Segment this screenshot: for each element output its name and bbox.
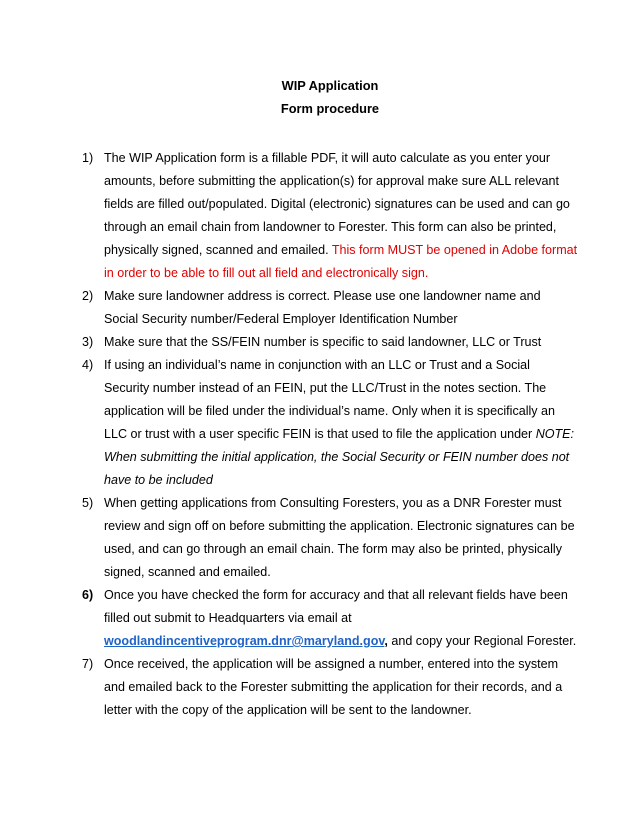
step-text: Make sure that the SS/FEIN number is specific to said landowner, LLC or Trust: [104, 335, 542, 349]
step-number: 7): [82, 657, 94, 671]
step-text: Once received, the application will be assigned a number, entered into the system and emailed back to the Forester submitting the application for their records, and a letter with the copy of the application will be sent to the landowner.: [104, 657, 563, 717]
step-7: [82, 653, 578, 722]
step-6: [82, 584, 578, 653]
step-5: [82, 492, 578, 584]
step-text: The WIP Application form is a fillable PDF, it will auto calculate as you enter your amounts, before submitting the application(s) for approval make sure ALL relevant fields are filled out/populated. Digital (electronic) signatures can be used and can go through an email chain from landowner to Forester. This form can also be printed, physically signed, scanned and emailed.: [104, 151, 570, 257]
step-1: [82, 147, 578, 285]
step-text: Once you have checked the form for accuracy and that all relevant fields have been filled out submit to Headquarters via email at: [104, 588, 568, 625]
procedure-steps: [82, 147, 578, 722]
step-warning-text: This form MUST be opened in Adobe format in order to be able to fill out all field and electronically sign.: [104, 243, 578, 280]
step-4: [82, 354, 578, 492]
step-number: 4): [82, 358, 94, 372]
step-number: 5): [82, 496, 94, 510]
step-number: 6): [82, 588, 94, 602]
step-number: 2): [82, 289, 94, 303]
step-number: 3): [82, 335, 94, 349]
step-number: 1): [82, 151, 94, 165]
step-2: [82, 285, 578, 331]
step-text: Make sure landowner address is correct. Please use one landowner name and Social Security number/Federal Employer Identification Number: [104, 289, 541, 326]
step-text-continued: and copy your Regional Forester.: [387, 634, 577, 648]
step-text: If using an individual’s name in conjunction with an LLC or Trust and a Social Security number instead of an FEIN, put the LLC/Trust in the notes section. The application will be filed under the individual’s name. Only when it is specifically an LLC or trust with a user specific FEIN is that used to file the application under: [104, 358, 556, 441]
document-title: WIP Application: [281, 78, 379, 93]
document-subtitle: Form procedure: [280, 101, 380, 116]
email-punctuation: ,: [384, 634, 388, 648]
step-3: [82, 331, 578, 354]
step-text: When getting applications from Consulting Foresters, you as a DNR Forester must review and sign off on before submitting the application. Electronic signatures can be used, and can go through an email chain. The form may also be printed, physically signed, scanned and emailed.: [104, 496, 575, 579]
step-note-text: NOTE: When submitting the initial application, the Social Security or FEIN number does not have to be included: [104, 427, 575, 487]
email-link[interactable]: woodlandincentiveprogram.dnr@maryland.gov: [104, 634, 385, 648]
